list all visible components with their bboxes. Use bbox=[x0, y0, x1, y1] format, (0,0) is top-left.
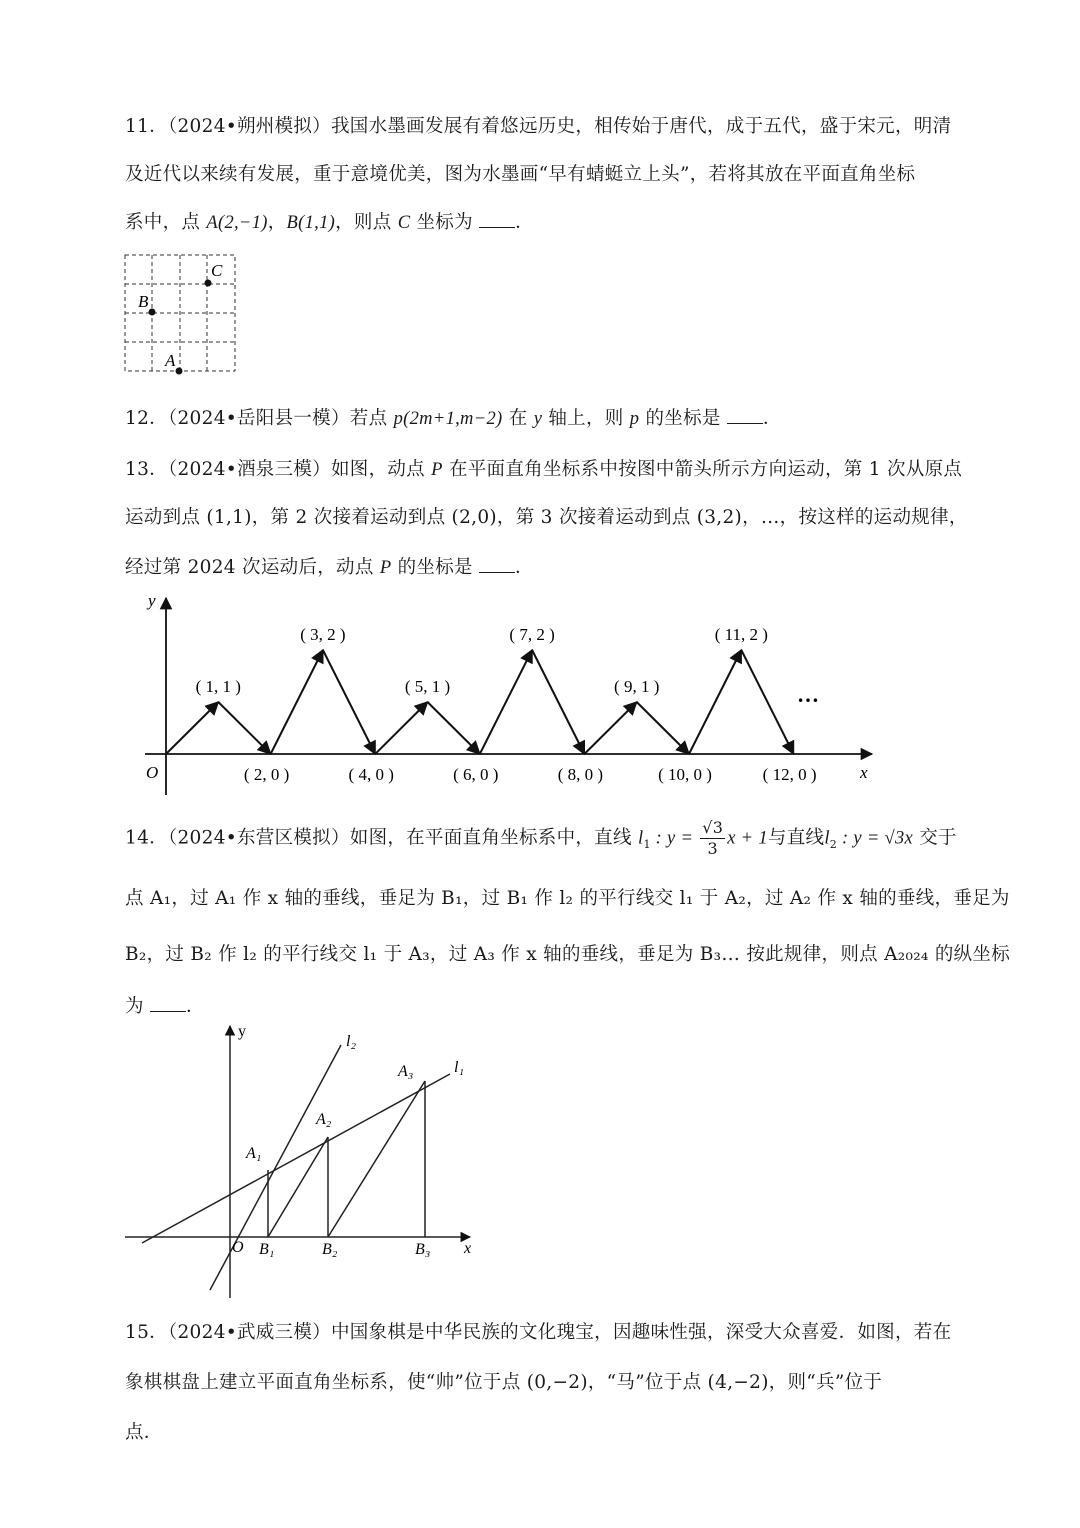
y-axis-label: y bbox=[238, 1023, 246, 1040]
q14-end: ． bbox=[186, 996, 205, 1017]
bottom-point-label: ( 6, 0 ) bbox=[453, 765, 499, 784]
label-a: A bbox=[165, 351, 176, 370]
bottom-point-label: ( 2, 0 ) bbox=[243, 765, 290, 784]
line-l1 bbox=[142, 1074, 450, 1243]
q13-text: 经过第 2024 次运动后，动点 bbox=[125, 557, 380, 578]
top-point-label: ( 7, 2 ) bbox=[509, 625, 555, 644]
label-a1: A₁ bbox=[246, 1145, 262, 1162]
origin-label: O bbox=[232, 1239, 244, 1256]
bottom-point-label: ( 12, 0 ) bbox=[762, 765, 817, 784]
fraction bbox=[700, 818, 725, 859]
label-b3: B₃ bbox=[415, 1241, 431, 1258]
q14-text: 与直线 bbox=[767, 827, 825, 849]
x-axis-label: x bbox=[860, 763, 868, 782]
motion-arrow-11 bbox=[689, 650, 741, 754]
q12-text: 的坐标是 bbox=[639, 408, 721, 429]
motion-arrow-8 bbox=[532, 650, 584, 754]
q11-end: ． bbox=[515, 212, 534, 233]
q14-line-4 bbox=[125, 992, 205, 1018]
q12-end: ． bbox=[762, 408, 782, 429]
q14-text: 14．（2024•东营区模拟）如图，在平面直角坐标系中，直线 bbox=[125, 827, 632, 849]
q14-line-3: B₂，过 B₂ 作 l₂ 的平行线交 l₁ 于 A₃，过 A₃ 作 x 轴的垂线，垂足为 B₃… 按此规律，则点 A₂₀₂₄ 的纵坐标 bbox=[125, 944, 1011, 965]
q11-sep: ， bbox=[267, 212, 287, 233]
q13-line-1 bbox=[125, 455, 962, 481]
label-c: C bbox=[211, 261, 223, 280]
l1-label: l₁ bbox=[454, 1059, 465, 1076]
q14-l1-sub: 1 bbox=[643, 838, 651, 852]
label-a3: A₃ bbox=[398, 1063, 414, 1080]
q12-line bbox=[125, 404, 782, 430]
q14-text: 为 bbox=[125, 996, 144, 1017]
label-b2: B₂ bbox=[322, 1241, 338, 1258]
q11-line-1: 11．（2024•朔州模拟）我国水墨画发展有着悠远历史，相传始于唐代，成于五代，盛于宋元，明清 bbox=[125, 116, 952, 137]
q11-text: 系中，点 bbox=[125, 212, 207, 233]
motion-arrow-1 bbox=[166, 702, 218, 754]
q14-l2-sub: 2 bbox=[829, 838, 838, 852]
q12-text: 12．（2024•岳阳县一模）若点 bbox=[125, 408, 394, 429]
point-c bbox=[205, 280, 212, 287]
motion-arrow-9 bbox=[584, 702, 636, 754]
q14-l2-eq: : y = √3x bbox=[837, 828, 914, 849]
q13-zigzag-figure bbox=[120, 590, 900, 805]
ellipsis: … bbox=[797, 682, 819, 707]
q14-l2: l bbox=[824, 828, 830, 849]
q12-var-y: y bbox=[533, 409, 543, 429]
x-axis-label: x bbox=[464, 1240, 472, 1257]
q12-text: 在 bbox=[502, 408, 534, 429]
q11-grid-figure bbox=[120, 250, 245, 378]
motion-arrow-3 bbox=[271, 650, 323, 754]
answer-blank[interactable] bbox=[479, 558, 515, 573]
l2-label: l₂ bbox=[346, 1033, 357, 1050]
label-b1: B₁ bbox=[259, 1241, 275, 1258]
bottom-point-label: ( 4, 0 ) bbox=[348, 765, 394, 784]
q11-text: ，则点 bbox=[335, 212, 398, 233]
y-axis-label: y bbox=[148, 591, 156, 610]
motion-arrow-10 bbox=[637, 702, 689, 754]
q11-var-c: C bbox=[397, 213, 411, 233]
q15-line-1: 15．（2024•武威三模）中国象棋是中华民族的文化瑰宝，因趣味性强，深受大众喜爱．如图，若在 bbox=[125, 1322, 952, 1343]
answer-blank[interactable] bbox=[727, 409, 763, 424]
motion-arrow-7 bbox=[480, 650, 532, 754]
label-a2: A₂ bbox=[316, 1111, 332, 1128]
label-b: B bbox=[138, 292, 149, 311]
q12-text: 轴上，则 bbox=[542, 408, 630, 429]
top-point-label: ( 3, 2 ) bbox=[300, 625, 346, 644]
answer-blank[interactable] bbox=[150, 997, 186, 1012]
top-point-label: ( 9, 1 ) bbox=[614, 677, 660, 696]
q13-text: 的坐标是 bbox=[391, 557, 473, 578]
top-point-label: ( 5, 1 ) bbox=[404, 677, 451, 696]
motion-arrow-6 bbox=[428, 702, 480, 754]
q13-text: 在平面直角坐标系中按图中箭头所示方向运动，第 1 次从原点 bbox=[442, 459, 963, 480]
q12-expr: p(2m+1,m−2) bbox=[393, 409, 503, 429]
q13-end: ． bbox=[515, 557, 534, 578]
q13-var-p: P bbox=[379, 558, 392, 578]
frac-num: √3 bbox=[702, 818, 724, 837]
q14-lines-figure bbox=[120, 1020, 490, 1300]
q14-line-1 bbox=[125, 818, 957, 859]
point-b bbox=[149, 309, 156, 316]
q13-line-3 bbox=[125, 553, 534, 579]
q11-point-b: B(1,1) bbox=[286, 213, 336, 233]
q14-l1-eq: : y = bbox=[650, 828, 699, 849]
motion-arrow-2 bbox=[218, 702, 270, 754]
q11-line-3 bbox=[125, 208, 534, 234]
motion-arrow-12 bbox=[741, 650, 793, 754]
q14-text: 交于 bbox=[913, 827, 957, 849]
frac-den: 3 bbox=[707, 839, 718, 858]
q13-text: 13．（2024•酒泉三模）如图，动点 bbox=[125, 459, 432, 480]
q14-l1: l bbox=[637, 828, 644, 849]
q14-line-2: 点 A₁，过 A₁ 作 x 轴的垂线，垂足为 B₁，过 B₁ 作 l₂ 的平行线交 l₁ 于 A₂，过 A₂ 作 x 轴的垂线，垂足为 bbox=[125, 888, 1010, 909]
q11-point-a: A(2,−1) bbox=[206, 213, 268, 233]
bottom-point-label: ( 8, 0 ) bbox=[557, 765, 604, 784]
q12-var-p: p bbox=[629, 409, 640, 429]
origin-label: O bbox=[146, 763, 159, 782]
q15-line-2: 象棋棋盘上建立平面直角坐标系，使“帅”位于点 (0,−2)，“马”位于点 (4,−2)，则“兵”位于 bbox=[125, 1372, 883, 1393]
q15-line-3: 点． bbox=[125, 1422, 163, 1443]
q11-line-2: 及近代以来续有发展，重于意境优美，图为水墨画“早有蜻蜓立上头”，若将其放在平面直角坐标 bbox=[125, 164, 916, 185]
top-point-label: ( 11, 2 ) bbox=[714, 625, 768, 644]
bottom-point-label: ( 10, 0 ) bbox=[658, 765, 712, 784]
parallel-b2-a3 bbox=[328, 1081, 425, 1237]
motion-arrow-4 bbox=[323, 650, 375, 754]
q14-l1-eq-rest: x + 1 bbox=[727, 828, 768, 849]
q13-var-p: P bbox=[431, 460, 443, 480]
top-point-label: ( 1, 1 ) bbox=[195, 677, 241, 696]
motion-arrow-5 bbox=[375, 702, 427, 754]
q11-text: 坐标为 bbox=[410, 212, 473, 233]
q13-line-2: 运动到点 (1,1)，第 2 次接着运动到点 (2,0)，第 3 次接着运动到点 (3,2)，…，按这样的运动规律， bbox=[125, 507, 968, 528]
answer-blank[interactable] bbox=[479, 213, 515, 228]
point-a bbox=[176, 368, 183, 375]
parallel-b1-a2 bbox=[268, 1137, 328, 1237]
